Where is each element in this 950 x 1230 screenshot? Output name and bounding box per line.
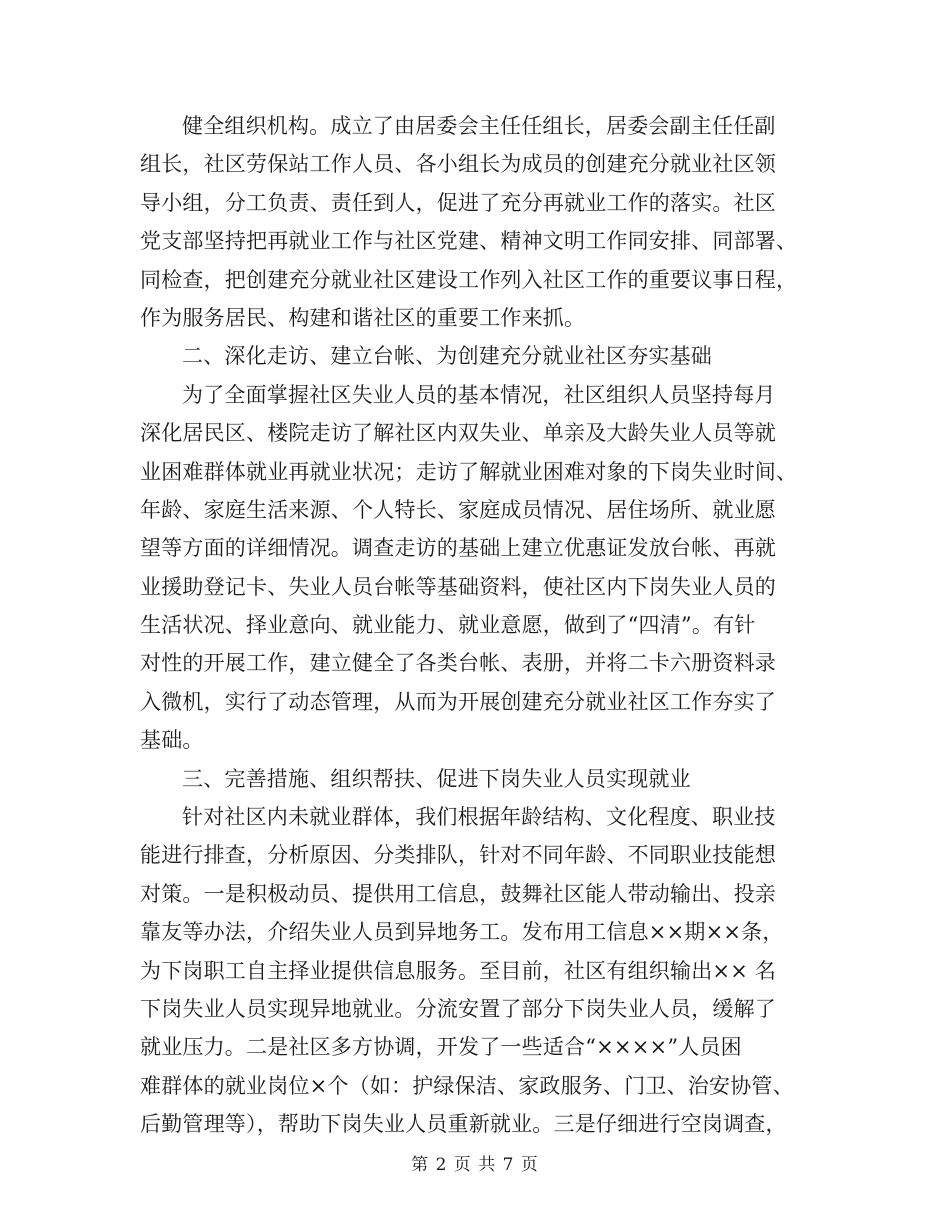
text-line: 为下岗职工自主择业提供信息服务。至目前，社区有组织输出×× 名 bbox=[140, 958, 777, 983]
text-line: 入微机，实行了动态管理，从而为开展创建充分就业社区工作夯实了 bbox=[140, 689, 776, 714]
text-line: 三、完善措施、组织帮扶、促进下岗失业人员实现就业 bbox=[182, 766, 691, 791]
document-body bbox=[140, 107, 800, 1144]
text-line: 就业压力。二是社区多方协调，开发了一些适合“××××”人员困 bbox=[140, 1035, 742, 1060]
text-line: 业援助登记卡、失业人员台帐等基础资料，使社区内下岗失业人员的 bbox=[140, 574, 776, 599]
text-line: 党支部坚持把再就业工作与社区党建、精神文明工作同安排、同部署、 bbox=[140, 229, 798, 254]
text-line: 基础。 bbox=[140, 728, 204, 753]
text-line: 年龄、家庭生活来源、个人特长、家庭成员情况、居住场所、就业愿 bbox=[140, 497, 776, 522]
text-line: 组长，社区劳保站工作人员、各小组长为成员的创建充分就业社区领 bbox=[140, 152, 776, 177]
text-line: 靠友等办法，介绍失业人员到异地务工。发布用工信息××期××条， bbox=[140, 920, 784, 945]
text-line: 为了全面掌握社区失业人员的基本情况，社区组织人员坚持每月 bbox=[182, 382, 776, 407]
text-line: 业困难群体就业再就业状况；走访了解就业困难对象的下岗失业时间、 bbox=[140, 459, 798, 484]
text-line: 能进行排查，分析原因、分类排队，针对不同年龄、不同职业技能想 bbox=[140, 843, 776, 868]
text-line: 后勤管理等），帮助下岗失业人员重新就业。三是仔细进行空岗调查， bbox=[140, 1112, 787, 1137]
text-line: 生活状况、择业意向、就业能力、就业意愿，做到了“四清”。有针 bbox=[140, 613, 756, 638]
text-line: 针对社区内未就业群体，我们根据年龄结构、文化程度、职业技 bbox=[182, 805, 776, 830]
text-line: 作为服务居民、构建和谐社区的重要工作来抓。 bbox=[140, 305, 586, 330]
text-line: 难群体的就业岗位×个（如：护绿保洁、家政服务、门卫、治安协管、 bbox=[140, 1073, 794, 1098]
text-line: 深化居民区、楼院走访了解社区内双失业、单亲及大龄失业人员等就 bbox=[140, 421, 776, 446]
text-line: 二、深化走访、建立台帐、为创建充分就业社区夯实基础 bbox=[182, 344, 712, 369]
text-line: 同检查，把创建充分就业社区建设工作列入社区工作的重要议事日程， bbox=[140, 267, 798, 292]
text-line: 对策。一是积极动员、提供用工信息，鼓舞社区能人带动输出、投亲 bbox=[140, 881, 776, 906]
text-line: 望等方面的详细情况。调查走访的基础上建立优惠证发放台帐、再就 bbox=[140, 536, 776, 561]
text-line: 健全组织机构。成立了由居委会主任任组长，居委会副主任任副 bbox=[182, 114, 776, 138]
page-number-footer: 第 2 页 共 7 页 bbox=[411, 1155, 539, 1175]
text-line: 下岗失业人员实现异地就业。分流安置了部分下岗失业人员，缓解了 bbox=[140, 996, 776, 1021]
text-line: 导小组，分工负责、责任到人，促进了充分再就业工作的落实。社区 bbox=[140, 190, 776, 215]
text-line: 对性的开展工作，建立健全了各类台帐、表册，并将二卡六册资料录 bbox=[140, 651, 776, 676]
